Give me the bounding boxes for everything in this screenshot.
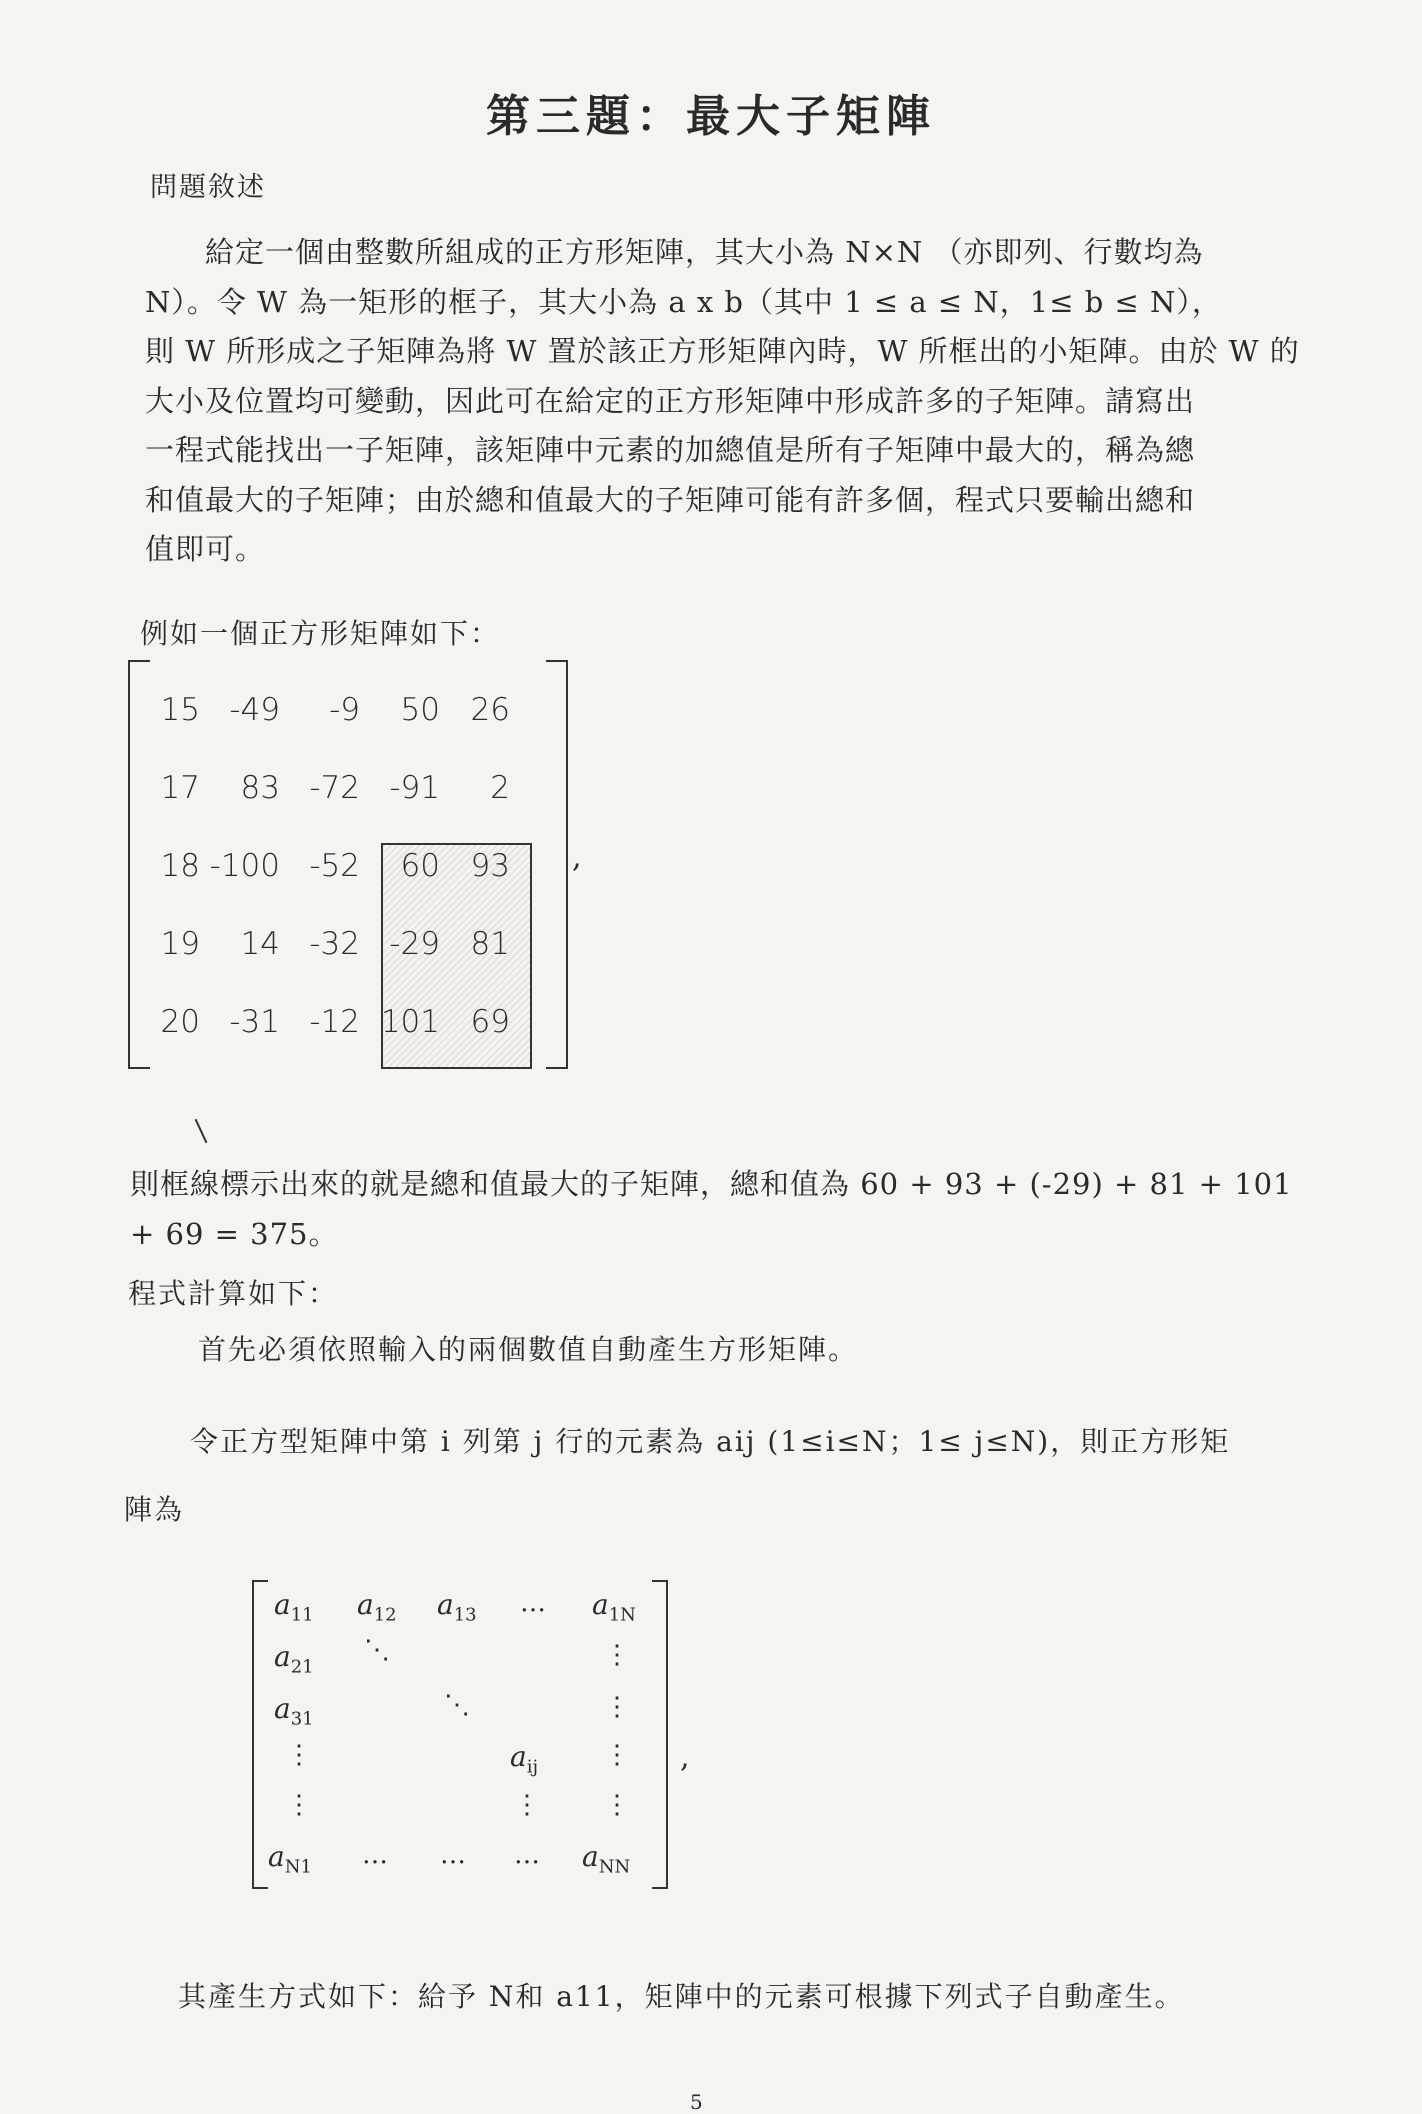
vdots: ⋮ [604,1740,630,1770]
matrix-cell: -100 [209,848,280,884]
cell-aNN: $a_{NN}$ [582,1840,631,1878]
general-matrix [252,1580,668,1885]
ddots: ⋱ [444,1690,470,1720]
explain-line: 則框線標示出來的就是總和值最大的子矩陣，總和值為 60 + 93 + (-29) + 81 + 101 [130,1167,1293,1201]
cell-a13: $a_{13}$ [437,1588,477,1626]
page-title: 第三題：最大子矩陣 [486,91,936,142]
matrix-cell: -52 [309,848,360,884]
matrix-cell: 2 [490,770,510,806]
gmatrix-comma: , [680,1740,690,1775]
matrix-cell: 60 [400,848,440,884]
matrix-cell: 20 [160,1004,200,1040]
cell-a21: $a_{21}$ [274,1640,314,1678]
matrix-cell: -31 [229,1004,280,1040]
matrix-cell: -49 [229,692,280,728]
gmatrix-right-bracket [652,1580,668,1889]
ddots: ⋱ [364,1635,390,1665]
explain-line: + 69 = 375。 [130,1216,339,1251]
matrix-cell: 93 [470,848,510,884]
hdots: … [520,1588,546,1618]
matrix-cell: 17 [160,770,200,806]
cell-a11: $a_{11}$ [274,1588,314,1626]
matrix-cell: 18 [160,848,200,884]
matrix-cell: -91 [389,770,440,806]
gmatrix-left-bracket [252,1580,268,1889]
element-definition: 令正方型矩陣中第 i 列第 j 行的元素為 aij (1≤i≤N；1≤ j≤N)，則正方形矩 [190,1425,1231,1458]
vdots: ⋮ [514,1790,540,1820]
problem-line: 一程式能找出一子矩陣，該矩陣中元素的加總值是所有子矩陣中最大的，稱為總 [145,433,1196,467]
example-matrix [128,660,568,1065]
problem-line: 則 W 所形成之子矩陣為將 W 置於該正方形矩陣內時，W 所框出的小矩陣。由於 W 的 [145,334,1300,368]
problem-line: 值即可。 [145,532,266,566]
matrix-right-bracket [546,660,568,1069]
element-definition-cont: 陣為 [124,1493,185,1526]
section-heading-problem: 問題敘述 [150,172,266,203]
matrix-cell: 26 [470,692,510,728]
explanation [130,1160,1310,1259]
hdots: … [514,1840,540,1870]
vdots: ⋮ [604,1790,630,1820]
vdots: ⋮ [604,1692,630,1722]
matrix-cell: 81 [470,926,510,962]
matrix-comma: , [572,840,582,875]
cell-a1N: $a_{1N}$ [592,1588,636,1626]
cell-aij: $a_{ij}$ [510,1740,539,1778]
matrix-cell: 83 [240,770,280,806]
problem-line: 和值最大的子矩陣；由於總和值最大的子矩陣可能有許多個，程式只要輸出總和 [145,482,1196,517]
matrix-cell: 101 [380,1004,440,1040]
vdots: ⋮ [286,1740,312,1770]
matrix-cell: 69 [470,1004,510,1040]
stray-mark [195,1119,208,1143]
cell-a31: $a_{31}$ [274,1692,314,1730]
vdots: ⋮ [286,1790,312,1820]
hdots: … [362,1840,388,1870]
problem-line: 給定一個由整數所組成的正方形矩陣，其大小為 N×N （亦即列、行數均為 [145,235,1204,269]
matrix-cell: 19 [160,926,200,962]
hdots: … [440,1840,466,1870]
matrix-cell: -12 [309,1004,360,1040]
vdots: ⋮ [604,1640,630,1670]
problem-line: N）。令 W 為一矩形的框子，其大小為 a x b（其中 1 ≤ a ≤ N，1≤ b ≤ N）， [145,284,1222,319]
matrix-cell: 15 [160,692,200,728]
calc-heading: 程式計算如下： [128,1277,339,1310]
page-number: 5 [690,2090,703,2114]
matrix-cell: -32 [309,926,360,962]
problem-line: 大小及位置均可變動，因此可在給定的正方形矩陣中形成許多的子矩陣。請寫出 [145,383,1196,418]
matrix-cell: 14 [240,926,280,962]
matrix-cell: -72 [309,770,360,806]
cell-aN1: $a_{N1}$ [268,1840,312,1878]
generation-line: 其產生方式如下：給予 N和 a11，矩陣中的元素可根據下列式子自動產生。 [178,1980,1185,2013]
matrix-cell: -9 [329,692,360,728]
problem-description [145,228,1305,575]
matrix-cell: 50 [400,692,440,728]
cell-a12: $a_{12}$ [357,1588,397,1626]
matrix-cell: -29 [389,926,440,962]
calc-line: 首先必須依照輸入的兩個數值自動產生方形矩陣。 [198,1333,859,1366]
example-intro: 例如一個正方形矩陣如下： [140,617,501,650]
